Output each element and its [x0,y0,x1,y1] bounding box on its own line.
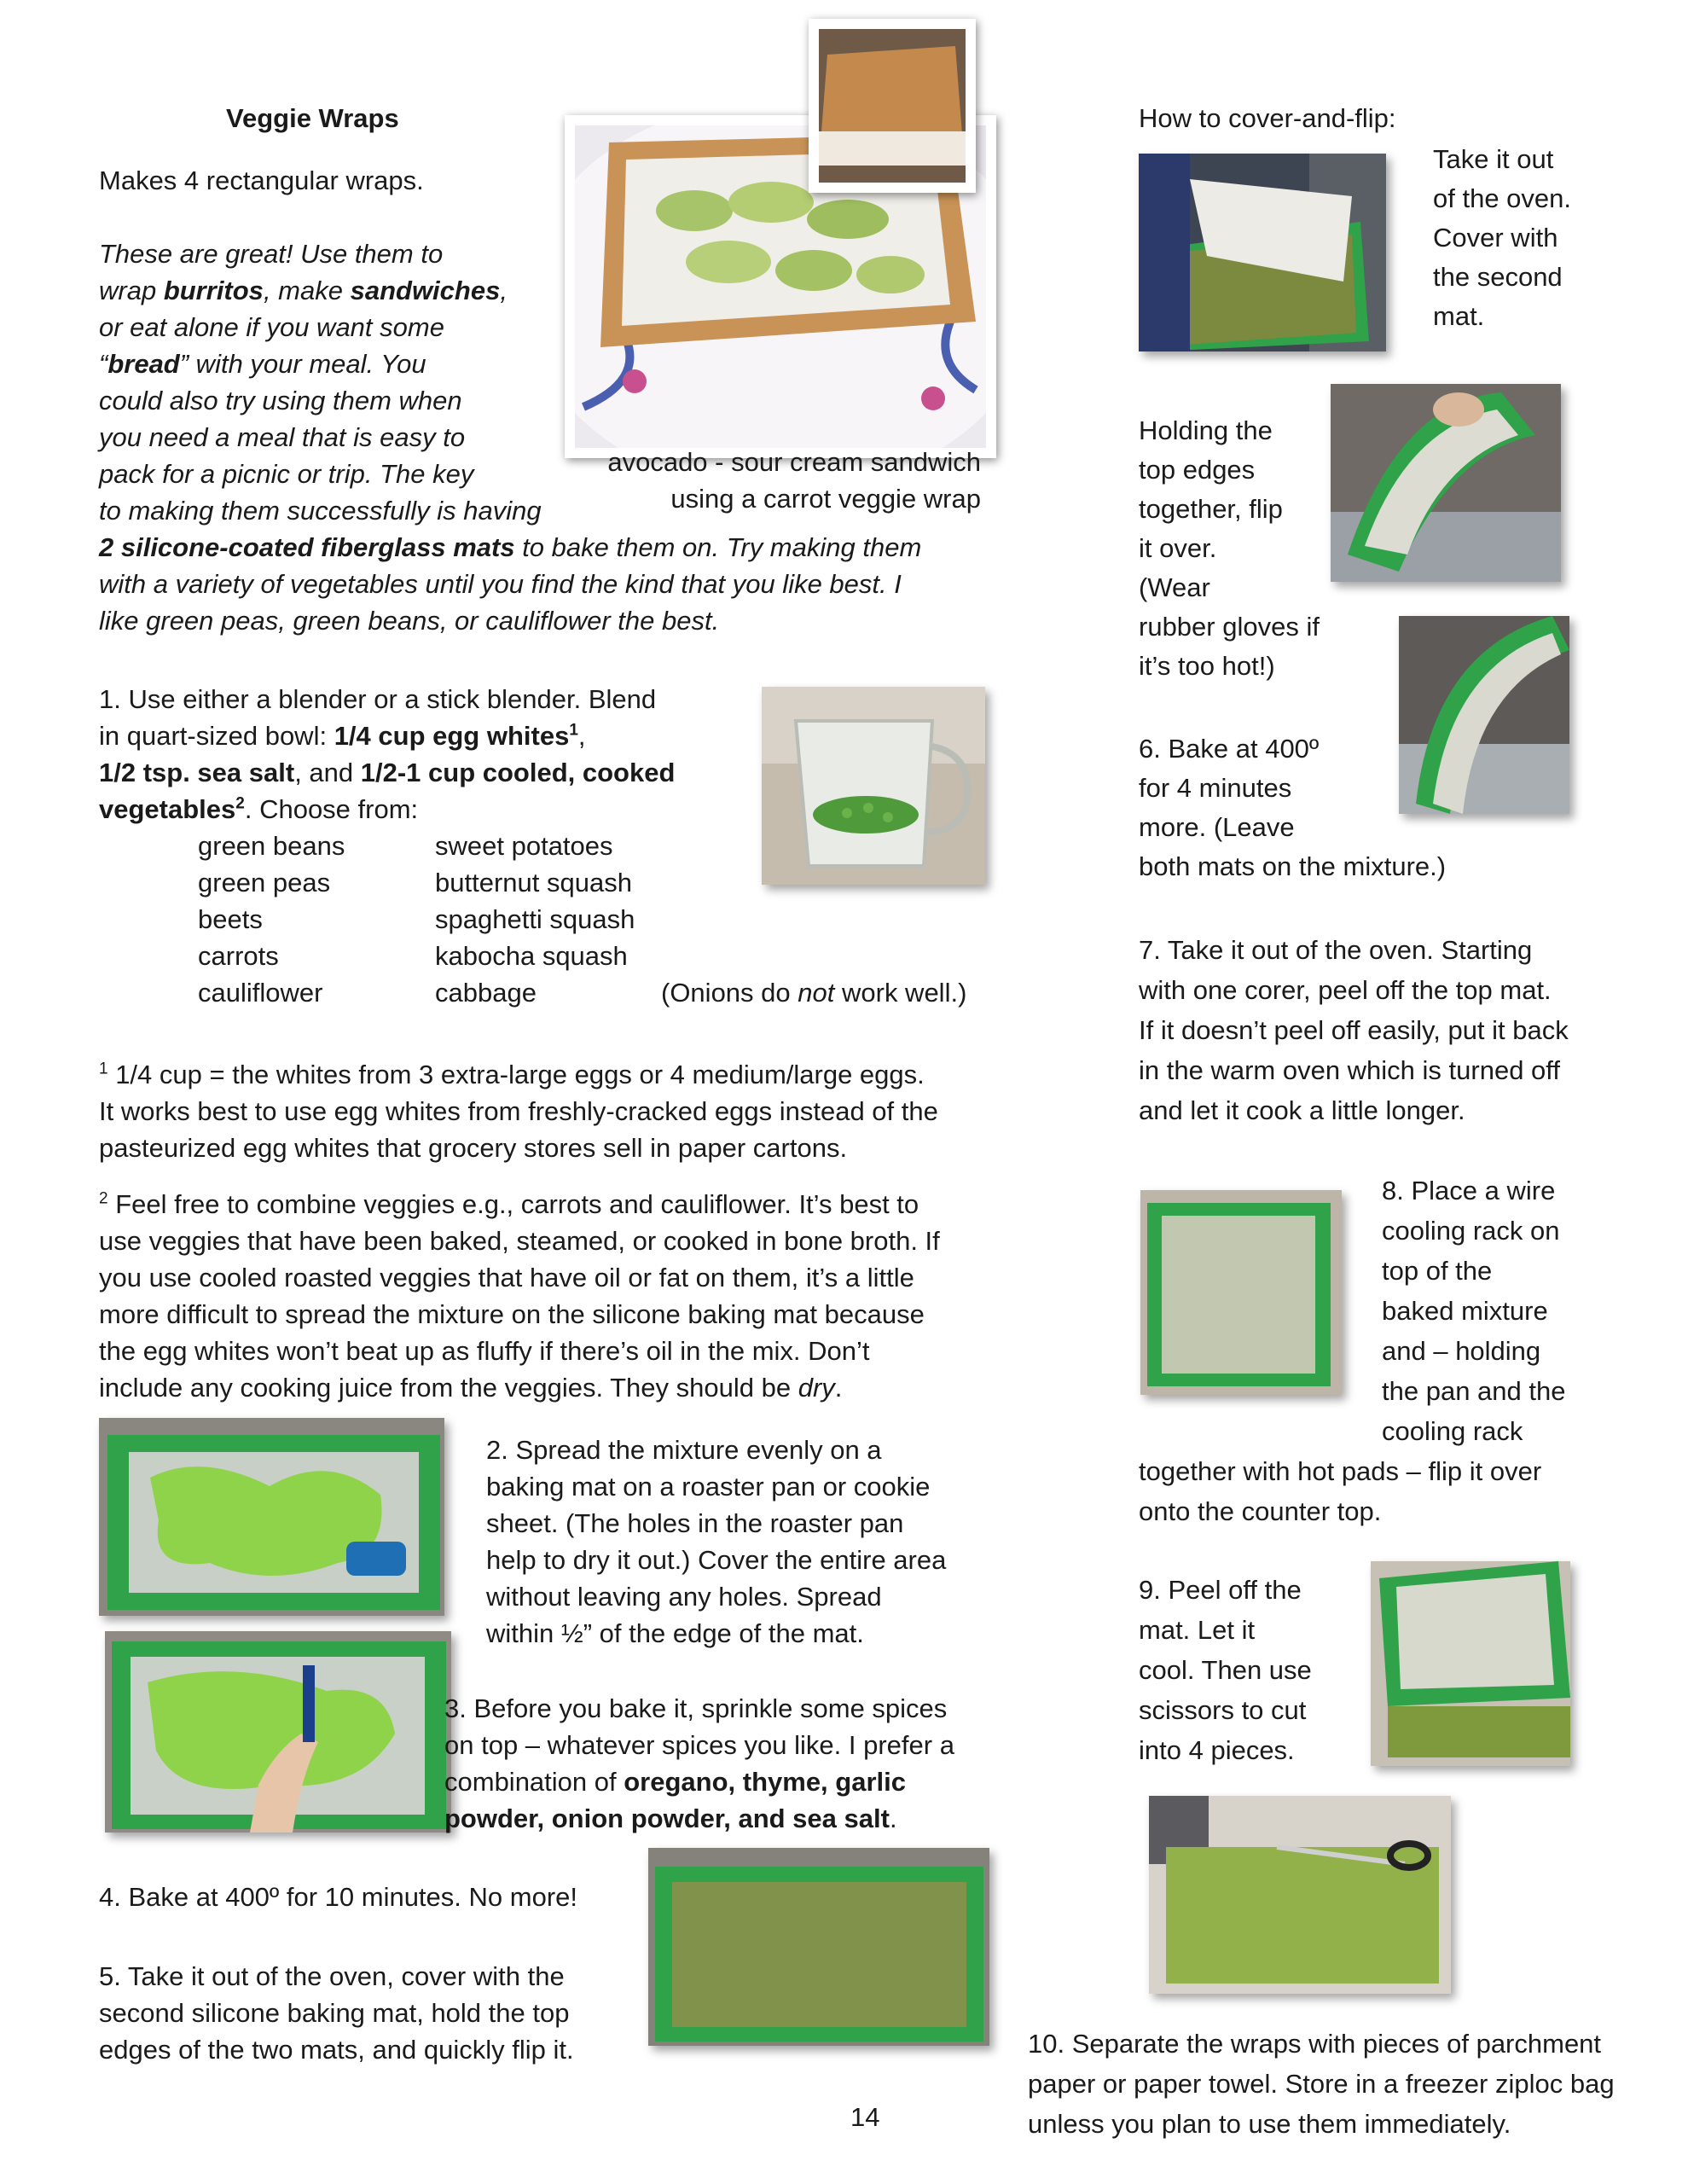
veggie-item: green peas [198,868,331,897]
step-4: 4. Bake at 400º for 10 minutes. No more! [99,1882,577,1912]
peas-measuring-cup-photo [762,687,985,885]
onion-note: (Onions do not work well.) [661,978,967,1008]
photo-caption: avocado - sour cream sandwich using a carrot veggie wrap [607,447,981,514]
step-2: 2. Spread the mixture evenly on a baking mat on a roaster pan or cookie sheet. (The holes in the roaster pan help to dry it out.) Cover the entire area without leaving any holes. Spread within ½” of the edge of the mat. [486,1435,947,1648]
cover-instructions: Take it out of the oven. Cover with the second mat. [1433,144,1572,331]
page-number: 14 [850,2102,880,2132]
footnote-1: $^1$ 1/4 cup = the whites from 3 extra-large eggs or 4 medium/large eggs. It works best to use egg whites from freshly-cracked eggs instead of the pasteurized egg whites that grocery stores sell in paper cartons. [99,1060,938,1163]
veggie-item: beets [198,904,263,934]
veggie-item: butternut squash [435,868,632,897]
step-1: 1. Use either a blender or a stick blender. Blend in quart-sized bowl: 1/4 cup egg whites$^1$, 1/2 tsp. sea salt, and 1/2-1 cup cooled, cooked vegetables$^2$. Choose from: [99,684,676,824]
step-9: 9. Peel off the mat. Let it cool. Then use scissors to cut into 4 pieces. [1139,1575,1312,1765]
step-7: 7. Take it out of the oven. Starting with one corer, peel off the top mat. If it doesn’t peel off easily, put it back in the warm oven which is turned off and let it cook a little longer. [1139,935,1569,1125]
cover-with-mat-photo [1139,154,1386,351]
recipe-title: Veggie Wraps [226,103,399,133]
veggie-item: kabocha squash [435,941,628,971]
veggie-item: green beans [198,831,345,861]
step-10: 10. Separate the wraps with pieces of parchment paper or paper towel. Store in a freezer ziploc bag unless you plan to use them immediately. [1028,2029,1615,2139]
step-6: 6. Bake at 400º for 4 minutes more. (Leave both mats on the mixture.) [1139,734,1447,881]
recipe-yield: Makes 4 rectangular wraps. [99,166,424,195]
wrap-closeup-photo [809,19,976,193]
recipe-intro: These are great! Use them to wrap burritos, make sandwiches, or eat alone if you want some “bread” with your meal. You could also try using them when you need a meal that is easy to pack for a picnic or trip. The key to making them successfully is having 2 silicone-coated fiberglass mats to bake them on. Try making them with a variety of vegetables until you find the kind that you like best. I like green peas, green beans, or cauliflower the best. [99,239,922,636]
cut-into-pieces-photo [1149,1796,1451,1994]
step-8: 8. Place a wire cooling rack on top of the baked mixture and – holding the pan and the cooling rack together with hot pads – flip it over onto the counter top. [1139,1176,1566,1526]
step-5: 5. Take it out of the oven, cover with the second silicone baking mat, hold the top edges of the two mats, and quickly flip it. [99,1961,574,2065]
spread-mixture-photo [99,1418,444,1616]
baked-mixture-photo [648,1848,989,2046]
veggie-item: sweet potatoes [435,831,613,861]
step-3: 3. Before you bake it, sprinkle some spices on top – whatever spices you like. I prefer a combination of oregano, thyme, garlic powder, onion powder, and sea salt. [444,1693,954,1833]
spread-with-spatula-photo [105,1631,451,1833]
veggie-item: cauliflower [198,978,323,1008]
footnote-2: $^2$ Feel free to combine veggies e.g., carrots and cauliflower. It’s best to use veggies that have been baked, steamed, or cooked in bone broth. If you use cooled roasted veggies that have oil or fat on them, it’s a little more difficult to spread the mixture on the silicone baking mat because the egg whites won’t beat up as fluffy if there’s oil in the mix. Don’t include any cooking juice from the veggies. They should be dry. [99,1189,940,1403]
peel-off-mat-photo [1371,1561,1570,1766]
veggie-item: cabbage [435,978,537,1008]
flip-instructions: Holding the top edges together, flip it over. (Wear rubber gloves if it’s too hot!) [1139,415,1320,681]
flip-over-photo [1331,384,1561,582]
veggie-item: spaghetti squash [435,904,635,934]
veggie-item: carrots [198,941,279,971]
cover-flip-heading: How to cover-and-flip: [1139,103,1396,133]
